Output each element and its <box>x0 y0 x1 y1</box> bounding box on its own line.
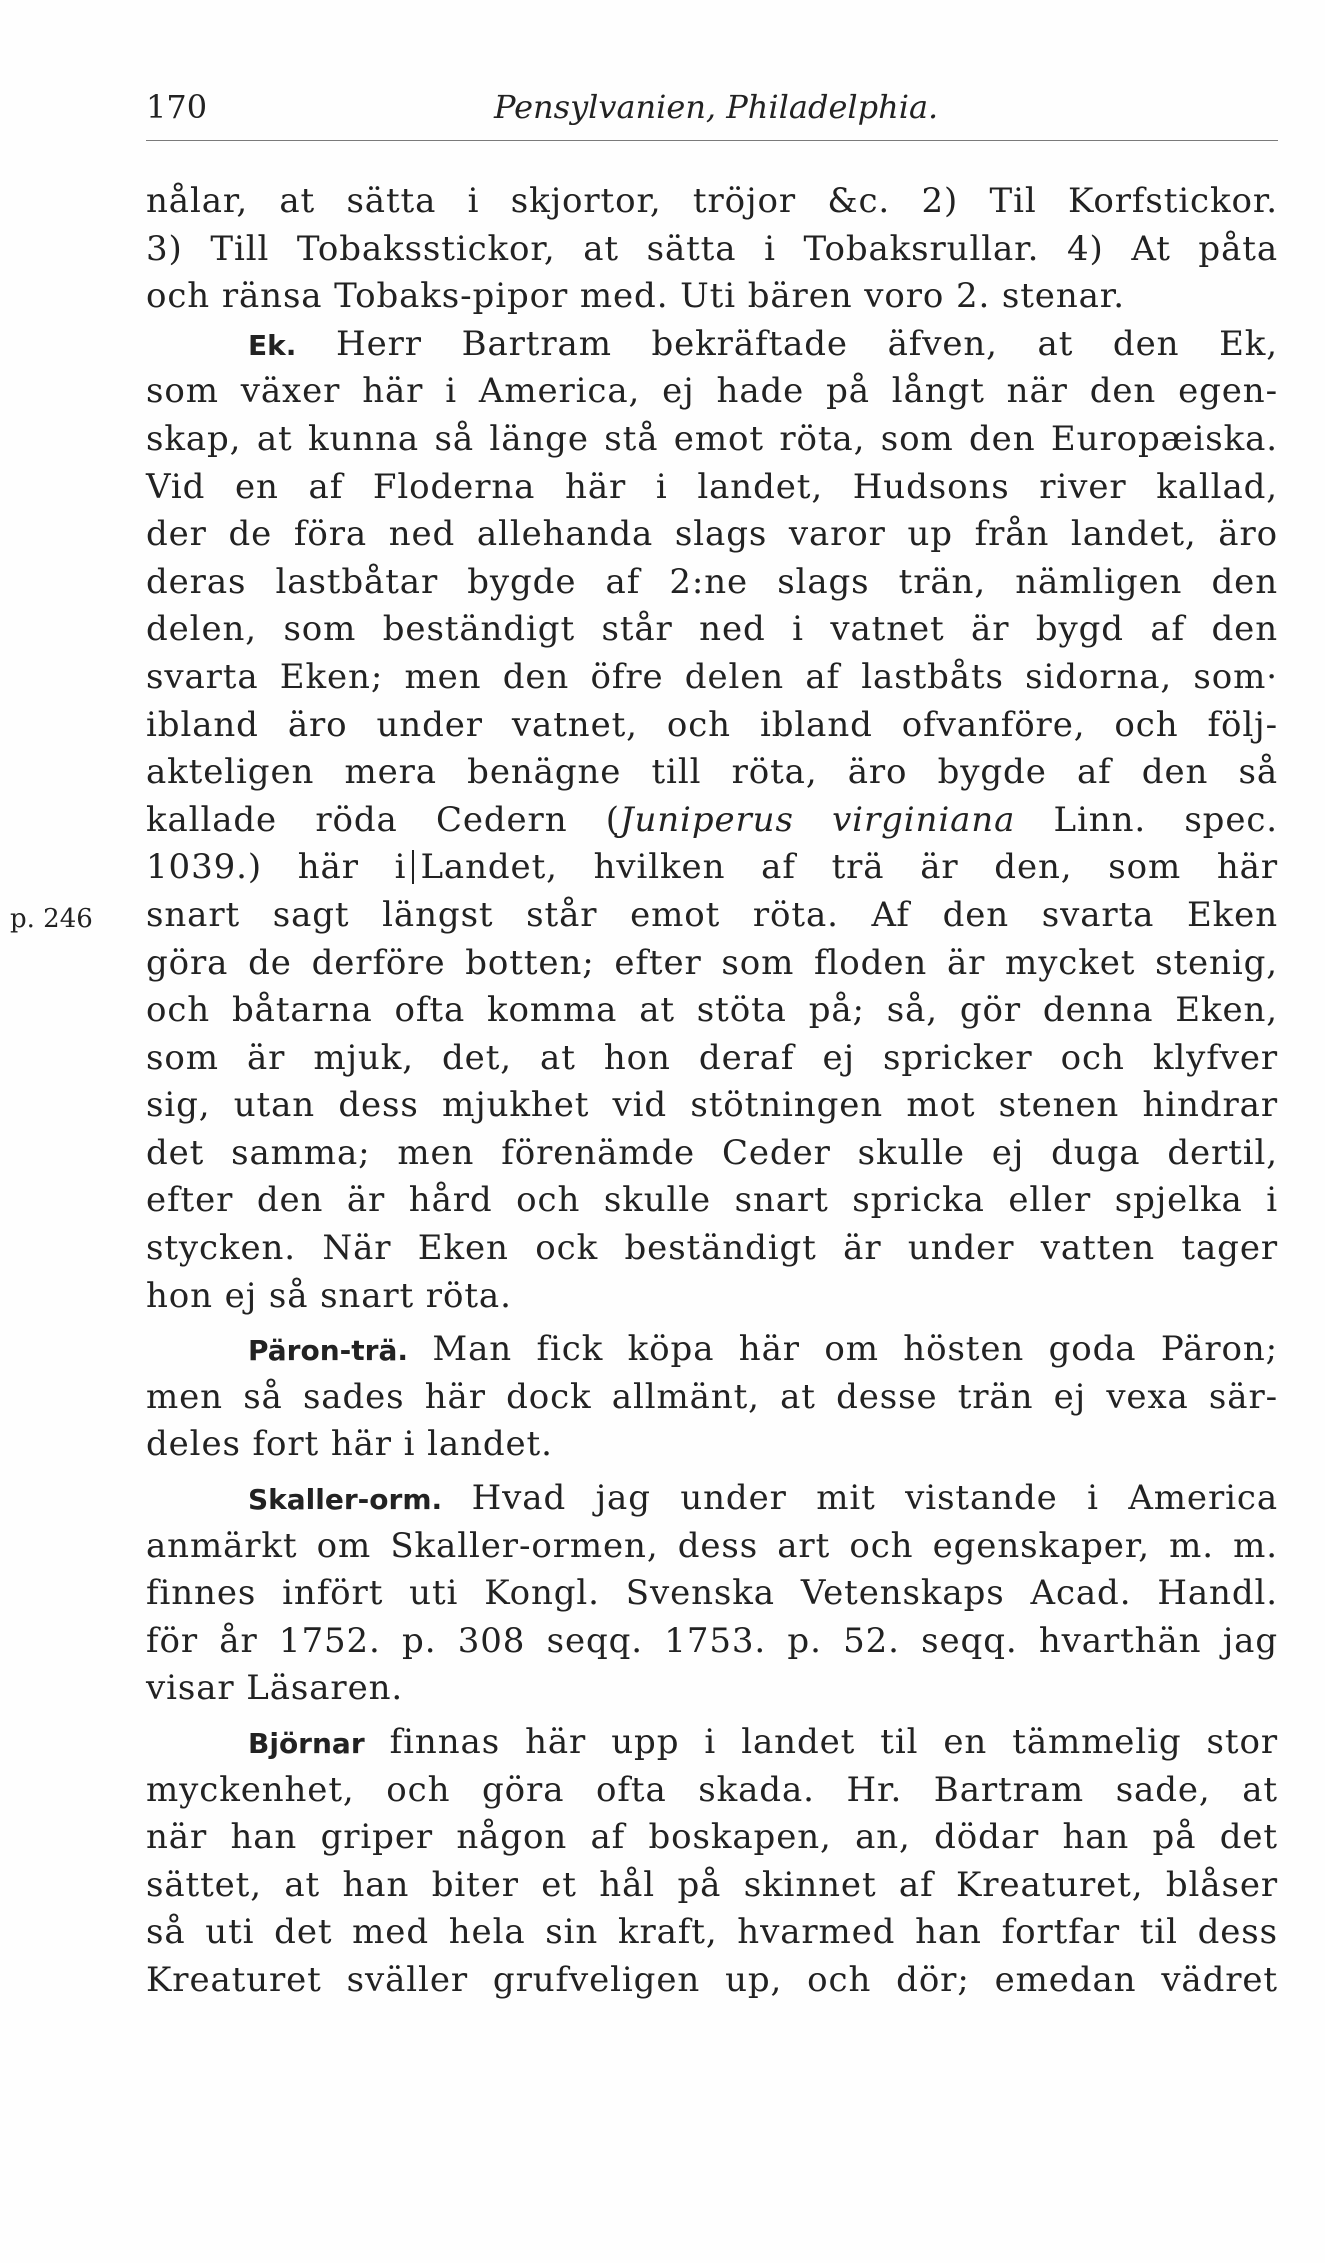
text-line: stycken. När Eken ock beständigt är under vatten tager <box>146 1228 1278 1269</box>
text-line <box>146 844 1278 892</box>
text-line: ibland äro under vatnet, och ibland ofvanföre, och följ- <box>146 704 1278 745</box>
text-line <box>146 1475 1278 1523</box>
text-line: visar Läsaren. <box>146 1668 404 1709</box>
section-keyword: Ek. <box>248 328 297 362</box>
text-line: och båtarna ofta komma at stöta på; så, gör denna Eken, <box>146 990 1278 1031</box>
line-text: finnas här upp i landet til en tämmelig stor <box>364 1722 1278 1762</box>
text-line: delen, som beständigt står ned i vatnet är bygd af den <box>146 609 1278 650</box>
text-line: deles fort här i landet. <box>146 1424 553 1465</box>
text-line: deras lastbåtar bygde af 2:ne slags trän, nämligen den <box>146 561 1278 602</box>
page-number: 170 <box>146 88 208 126</box>
text-line: för år 1752. p. 308 seqq. 1753. p. 52. seqq. hvarthän jag <box>146 1620 1278 1661</box>
text-line: så uti det med hela sin kraft, hvarmed han fortfar til dess <box>146 1912 1278 1953</box>
text-line: men så sades här dock allmänt, at desse trän ej vexa sär- <box>146 1376 1278 1417</box>
species-name: Juniperus virginiana <box>619 799 1016 840</box>
text-line <box>146 797 1278 845</box>
text-line: när han griper någon af boskapen, an, dödar han på det <box>146 1817 1278 1858</box>
header-rule <box>146 140 1278 141</box>
line-text: 1039.) här i <box>146 847 407 888</box>
margin-page-reference: p. 246 <box>10 904 93 934</box>
text-line: Vid en af Floderna här i landet, Hudsons river kallad, <box>146 466 1278 507</box>
text-line <box>146 1326 1278 1374</box>
text-line: hon ej så snart röta. <box>146 1275 512 1316</box>
text-line <box>146 1719 1278 1767</box>
text-line: göra de derföre botten; efter som floden är mycket stenig, <box>146 942 1278 983</box>
section-keyword: Päron-trä. <box>248 1334 408 1368</box>
text-line: der de föra ned allehanda slags varor up från landet, äro <box>146 514 1278 555</box>
text-line: sättet, at han biter et hål på skinnet af Kreaturet, blåser <box>146 1864 1278 1905</box>
page-break-marker <box>412 850 414 884</box>
text-line: och ränsa Tobaks-pipor med. Uti bären voro 2. stenar. <box>146 276 1125 317</box>
text-line: efter den är hård och skulle snart spricka eller spjelka i <box>146 1180 1278 1221</box>
text-line: myckenhet, och göra ofta skada. Hr. Bartram sade, at <box>146 1769 1278 1810</box>
line-text: Landet, hvilken af trä är den, som här <box>420 847 1279 888</box>
text-line: som är mjuk, det, at hon deraf ej spricker och klyfver <box>146 1037 1278 1078</box>
page-header <box>146 88 1274 134</box>
text-line: skap, at kunna så länge stå emot röta, som den Europæiska. <box>146 418 1278 459</box>
text-line: nålar, at sätta i skjortor, tröjor &c. 2) Til Korfstickor. <box>146 181 1278 221</box>
text-line: akteligen mera benägne till röta, äro bygde af den så <box>146 752 1278 793</box>
line-text: Linn. spec. <box>1015 799 1279 840</box>
text-line: sig, utan dess mjukhet vid stötningen mot stenen hindrar <box>146 1085 1278 1126</box>
body-text <box>146 178 1278 2005</box>
text-line: det samma; men förenämde Ceder skulle ej duga dertil, <box>146 1132 1278 1173</box>
text-line: finnes infört uti Kongl. Svenska Vetenskaps Acad. Handl. <box>146 1573 1278 1614</box>
text-line <box>146 321 1278 369</box>
text-line: snart sagt längst står emot röta. Af den svarta Eken <box>146 894 1278 935</box>
text-line: Kreaturet sväller grufveligen up, och dör; emedan vädret <box>146 1959 1278 2000</box>
text-line: som växer här i America, ej hade på långt när den egen- <box>146 371 1278 412</box>
text-line: 3) Till Tobaksstickor, at sätta i Tobaksrullar. 4) At påta <box>146 228 1278 269</box>
section-keyword: Björnar <box>248 1727 365 1760</box>
text-line: svarta Eken; men den öfre delen af lastbåts sidorna, som· <box>146 656 1278 697</box>
line-text: kallade röda Cedern ( <box>146 799 620 840</box>
line-text: Hvad jag under mit vistande i America <box>442 1478 1278 1519</box>
line-text: Man fick köpa här om hösten goda Päron; <box>408 1329 1278 1370</box>
line-text: Herr Bartram bekräftade äfven, at den Ek, <box>296 323 1278 364</box>
section-keyword: Skaller-orm. <box>248 1483 443 1517</box>
text-line: anmärkt om Skaller-ormen, dess art och egenskaper, m. m. <box>146 1525 1278 1566</box>
running-title: Pensylvanien, Philadelphia. <box>494 88 939 126</box>
